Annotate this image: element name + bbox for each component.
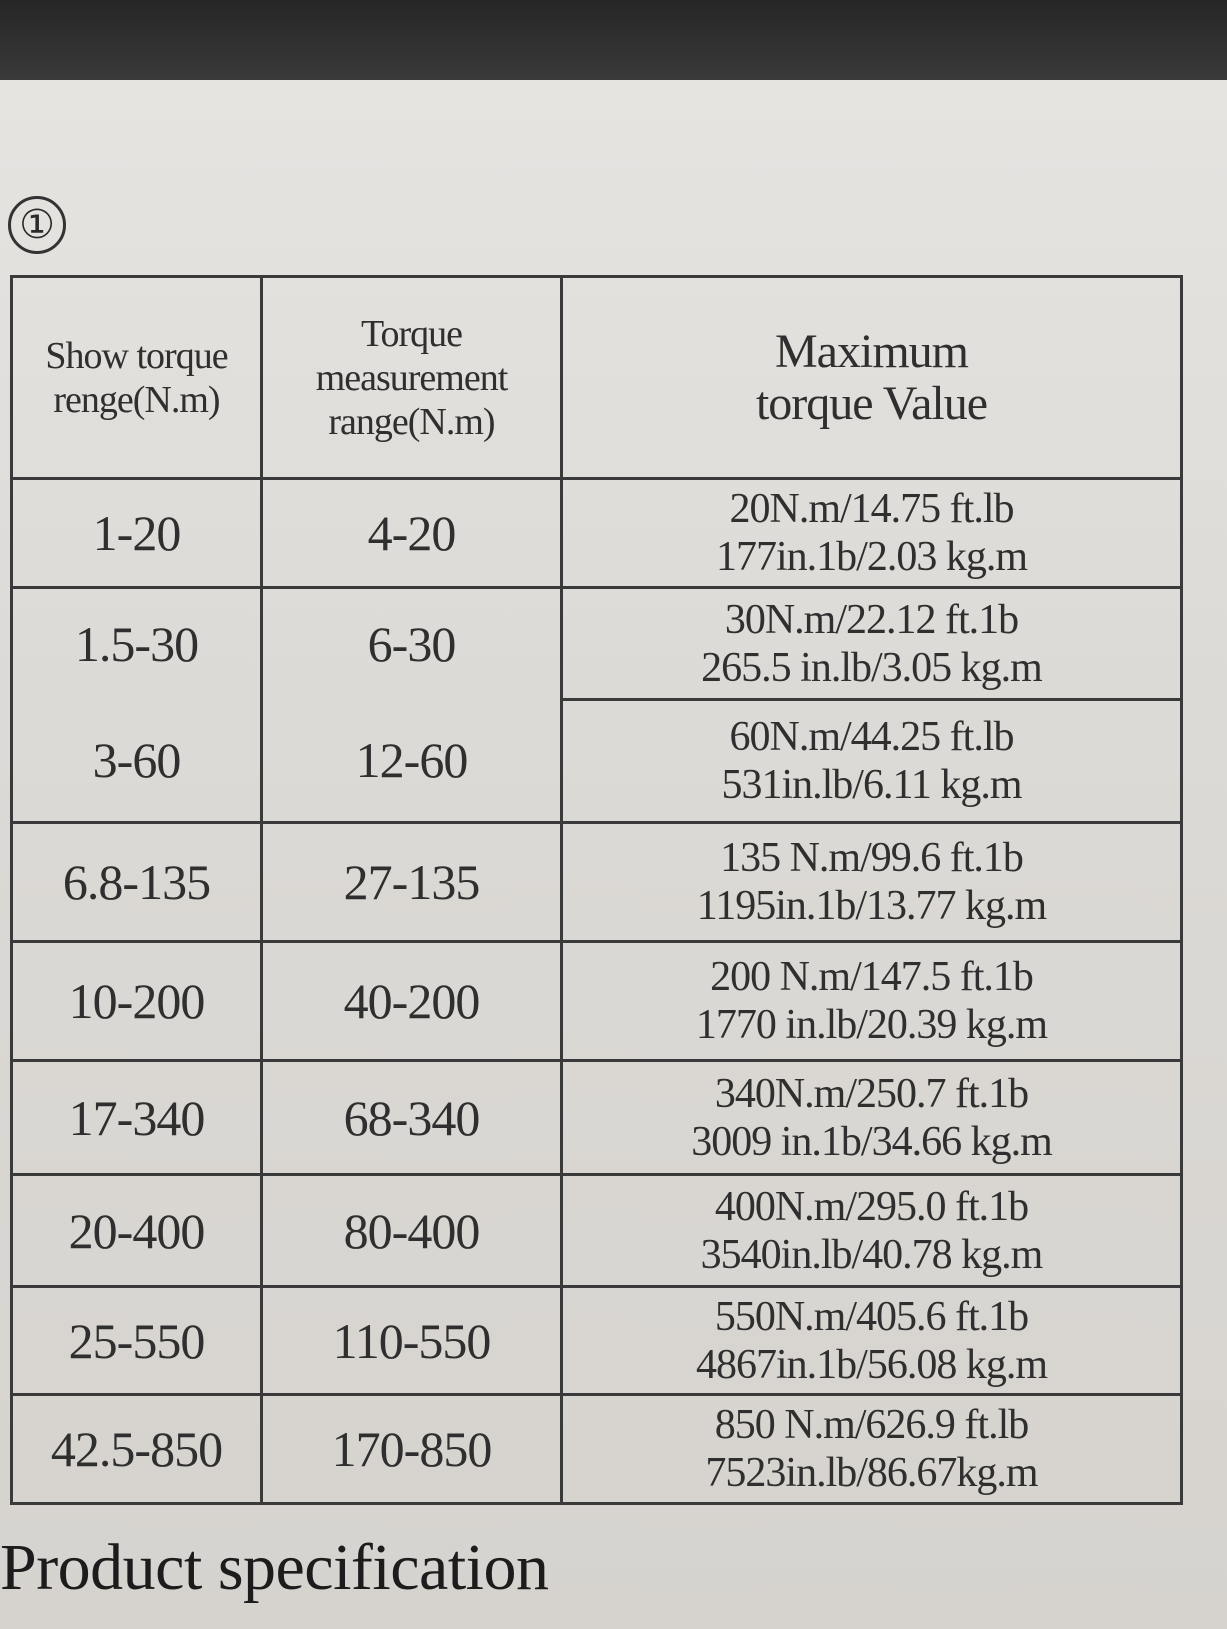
- max-value-line: 1195in.1b/13.77 kg.m: [696, 882, 1047, 929]
- measure-range-cell: 80-400: [262, 1175, 562, 1287]
- show-range-cell: 6.8-135: [12, 822, 262, 941]
- max-value-cell: [562, 588, 1182, 700]
- header-line: torque Value: [755, 376, 988, 430]
- background-top-strip: [0, 0, 1227, 82]
- measure-range-cell: 27-135: [262, 822, 562, 941]
- show-range-cell: 1-20: [12, 479, 262, 588]
- max-value-cell: [562, 1061, 1182, 1175]
- max-value-cell: [562, 1287, 1182, 1395]
- max-value-line: 265.5 in.lb/3.05 kg.m: [701, 644, 1042, 691]
- max-value-line: 177in.1b/2.03 kg.m: [715, 534, 1027, 581]
- show-range-cell: 1.5-30: [12, 588, 262, 700]
- measure-range-cell: 68-340: [262, 1061, 562, 1175]
- show-range-cell: 25-550: [12, 1287, 262, 1395]
- measure-range-cell: 110-550: [262, 1287, 562, 1395]
- table-row: [12, 700, 1182, 822]
- section-marker: ①: [8, 196, 66, 254]
- max-value-line: 550N.m/405.6 ft.1b: [714, 1293, 1029, 1340]
- table-row: [12, 941, 1182, 1060]
- max-value-line: 20N.m/14.75 ft.lb: [729, 486, 1014, 533]
- show-range-cell: 3-60: [12, 700, 262, 822]
- max-value-cell: [562, 822, 1182, 941]
- header-line: renge(N.m): [53, 378, 220, 421]
- table-row: [12, 822, 1182, 941]
- table-row: [12, 1175, 1182, 1287]
- max-value-line: 340N.m/250.7 ft.1b: [714, 1070, 1029, 1117]
- header-line: measurement: [315, 356, 508, 399]
- max-value-line: 7523in.lb/86.67kg.m: [705, 1450, 1038, 1496]
- max-value-cell: [562, 700, 1182, 822]
- max-value-cell: [562, 941, 1182, 1060]
- max-value-line: 4867in.1b/56.08 kg.m: [695, 1341, 1047, 1388]
- max-value-line: 135 N.m/99.6 ft.1b: [720, 834, 1023, 881]
- show-range-cell: 10-200: [12, 941, 262, 1060]
- max-value-line: 850 N.m/626.9 ft.lb: [714, 1402, 1029, 1448]
- max-value-line: 200 N.m/147.5 ft.1b: [710, 953, 1033, 1000]
- max-value-line: 400N.m/295.0 ft.1b: [714, 1183, 1029, 1230]
- header-max-value: [562, 277, 1182, 479]
- header-measurement-range: [262, 277, 562, 479]
- max-value-cell: [562, 1175, 1182, 1287]
- show-range-cell: 20-400: [12, 1175, 262, 1287]
- measure-range-cell: 40-200: [262, 941, 562, 1060]
- table-row: [12, 1061, 1182, 1175]
- measure-range-cell: 12-60: [262, 700, 562, 822]
- header-line: Show torque: [45, 334, 228, 377]
- header-show-range: [12, 277, 262, 479]
- max-value-cell: [562, 1395, 1182, 1504]
- table-row: [12, 479, 1182, 588]
- max-value-line: 1770 in.lb/20.39 kg.m: [695, 1001, 1048, 1048]
- max-value-line: 30N.m/22.12 ft.1b: [724, 596, 1019, 643]
- max-value-line: 3009 in.1b/34.66 kg.m: [691, 1118, 1052, 1165]
- show-range-cell: 17-340: [12, 1061, 262, 1175]
- table-header-row: [12, 277, 1182, 479]
- header-line: Maximum: [775, 324, 968, 378]
- show-range-cell: 42.5-850: [12, 1395, 262, 1504]
- max-value-line: 60N.m/44.25 ft.lb: [729, 713, 1014, 760]
- measure-range-cell: 6-30: [262, 588, 562, 700]
- max-value-line: 3540in.lb/40.78 kg.m: [700, 1231, 1043, 1278]
- table-row: [12, 1395, 1182, 1504]
- table-row: [12, 588, 1182, 700]
- header-line: range(N.m): [328, 400, 495, 443]
- measure-range-cell: 4-20: [262, 479, 562, 588]
- header-line: Torque: [360, 312, 463, 355]
- max-value-line: 531in.lb/6.11 kg.m: [721, 761, 1022, 808]
- measure-range-cell: 170-850: [262, 1395, 562, 1504]
- table-row: [12, 1287, 1182, 1395]
- max-value-cell: [562, 479, 1182, 588]
- product-spec-table: [10, 275, 1183, 1505]
- caption-title: Product specification: [0, 1531, 549, 1604]
